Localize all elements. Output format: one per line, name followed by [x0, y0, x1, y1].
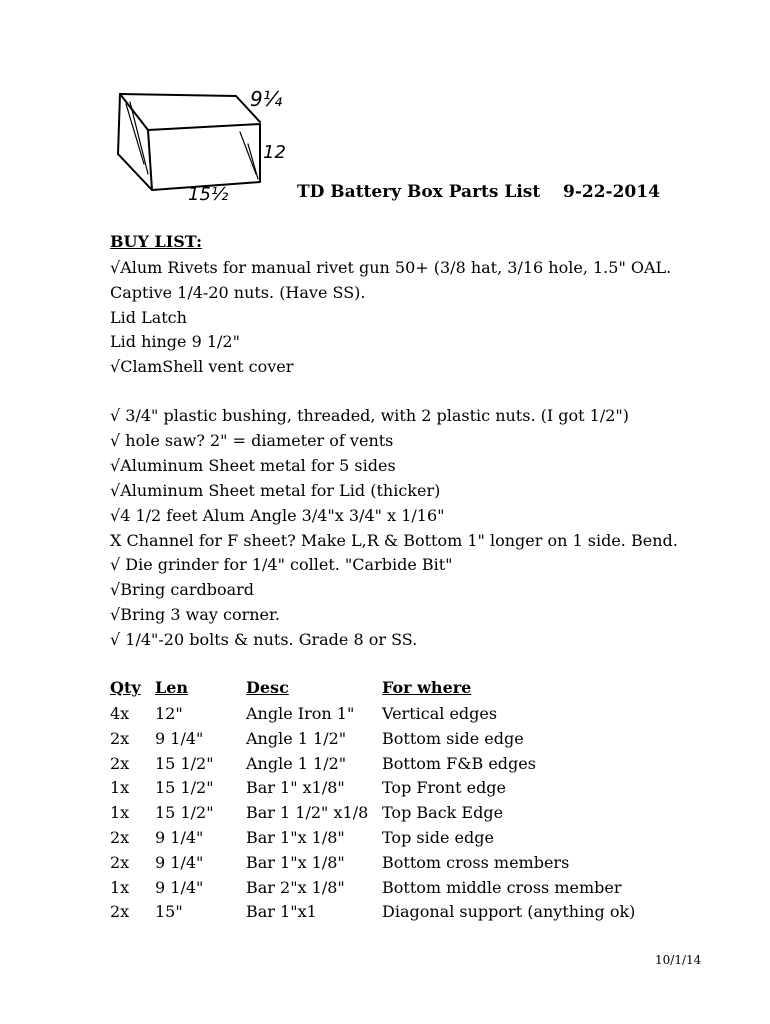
buy-list-item: Captive 1/4-20 nuts. (Have SS).: [110, 283, 366, 302]
table-cell-desc: Bar 1" x1/8": [246, 778, 345, 798]
table-cell-len: 15 1/2": [155, 803, 214, 823]
table-header-desc: Desc: [246, 678, 289, 697]
buy-list-item: Lid hinge 9 1/2": [110, 332, 240, 351]
table-cell-qty: 2x: [110, 728, 130, 748]
table-cell-for-where: Bottom middle cross member: [382, 877, 622, 897]
buy-list-item: Lid Latch: [110, 308, 187, 327]
table-cell-for-where: Diagonal support (anything ok): [382, 902, 636, 922]
buy-list-item: √ 3/4" plastic bushing, threaded, with 2 plastic nuts. (I got 1/2"): [110, 406, 630, 425]
box-sketch: [108, 84, 298, 202]
footer-date: 10/1/14: [655, 953, 702, 967]
table-cell-qty: 1x: [110, 803, 130, 823]
table-header-qty: Qty: [110, 678, 141, 697]
table-cell-qty: 2x: [110, 852, 130, 872]
table-cell-qty: 4x: [110, 704, 130, 723]
table-cell-for-where: Vertical edges: [382, 704, 498, 723]
buy-list-item: √ 1/4"-20 bolts & nuts. Grade 8 or SS.: [110, 630, 418, 649]
table-cell-len: 9 1/4": [155, 828, 204, 847]
table-cell-desc: Angle 1 1/2": [246, 753, 347, 773]
table-cell-desc: Bar 1 1/2" x1/8: [246, 803, 369, 823]
table-cell-len: 12": [155, 704, 183, 723]
buy-list-item: √Bring cardboard: [110, 580, 255, 599]
table-cell-desc: Bar 1"x1: [246, 902, 317, 922]
table-cell-len: 9 1/4": [155, 877, 204, 897]
table-cell-qty: 2x: [110, 902, 130, 922]
buy-list-item: X Channel for F sheet? Make L,R & Bottom 1" longer on 1 side. Bend.: [110, 531, 678, 550]
table-cell-for-where: Top side edge: [382, 828, 494, 847]
buy-list-item: √Bring 3 way corner.: [110, 605, 280, 624]
table-header-for-where: For where: [382, 678, 472, 697]
page-title: TD Battery Box Parts List: [297, 182, 541, 202]
page-date: 9-22-2014: [563, 182, 660, 202]
table-cell-desc: Bar 1"x 1/8": [246, 828, 345, 847]
buy-list-item: √Aluminum Sheet metal for Lid (thicker): [110, 481, 441, 500]
table-cell-desc: Bar 1"x 1/8": [246, 852, 345, 872]
table-cell-qty: 2x: [110, 828, 130, 847]
table-cell-len: 9 1/4": [155, 852, 204, 872]
sketch-depth-label: 9¼: [250, 87, 283, 111]
sketch-height-label: 12: [263, 142, 286, 163]
table-cell-for-where: Top Back Edge: [382, 803, 504, 823]
table-cell-qty: 2x: [110, 753, 130, 773]
buy-list-item: √4 1/2 feet Alum Angle 3/4"x 3/4" x 1/16": [110, 506, 445, 525]
buy-list-heading: BUY LIST:: [110, 232, 202, 251]
table-cell-for-where: Top Front edge: [382, 778, 507, 798]
table-cell-desc: Bar 2"x 1/8": [246, 877, 345, 897]
table-cell-qty: 1x: [110, 877, 130, 897]
table-cell-len: 15": [155, 902, 183, 922]
table-cell-for-where: Bottom side edge: [382, 728, 524, 748]
buy-list-item: √Alum Rivets for manual rivet gun 50+ (3/8 hat, 3/16 hole, 1.5" OAL.: [110, 258, 672, 277]
table-cell-len: 15 1/2": [155, 753, 214, 773]
table-cell-len: 9 1/4": [155, 728, 204, 748]
buy-list-item: √ Die grinder for 1/4" collet. "Carbide Bit": [110, 555, 453, 574]
sketch-width-label: 15½: [188, 184, 229, 202]
table-header-len: Len: [155, 678, 189, 697]
table-cell-desc: Angle Iron 1": [246, 704, 355, 723]
table-cell-qty: 1x: [110, 778, 130, 798]
buy-list-item: √Aluminum Sheet metal for 5 sides: [110, 456, 396, 475]
table-cell-len: 15 1/2": [155, 778, 214, 798]
table-cell-desc: Angle 1 1/2": [246, 728, 347, 748]
buy-list-item: √ClamShell vent cover: [110, 357, 294, 376]
buy-list-item: √ hole saw? 2" = diameter of vents: [110, 431, 394, 450]
table-cell-for-where: Bottom F&B edges: [382, 753, 536, 773]
table-cell-for-where: Bottom cross members: [382, 852, 570, 872]
